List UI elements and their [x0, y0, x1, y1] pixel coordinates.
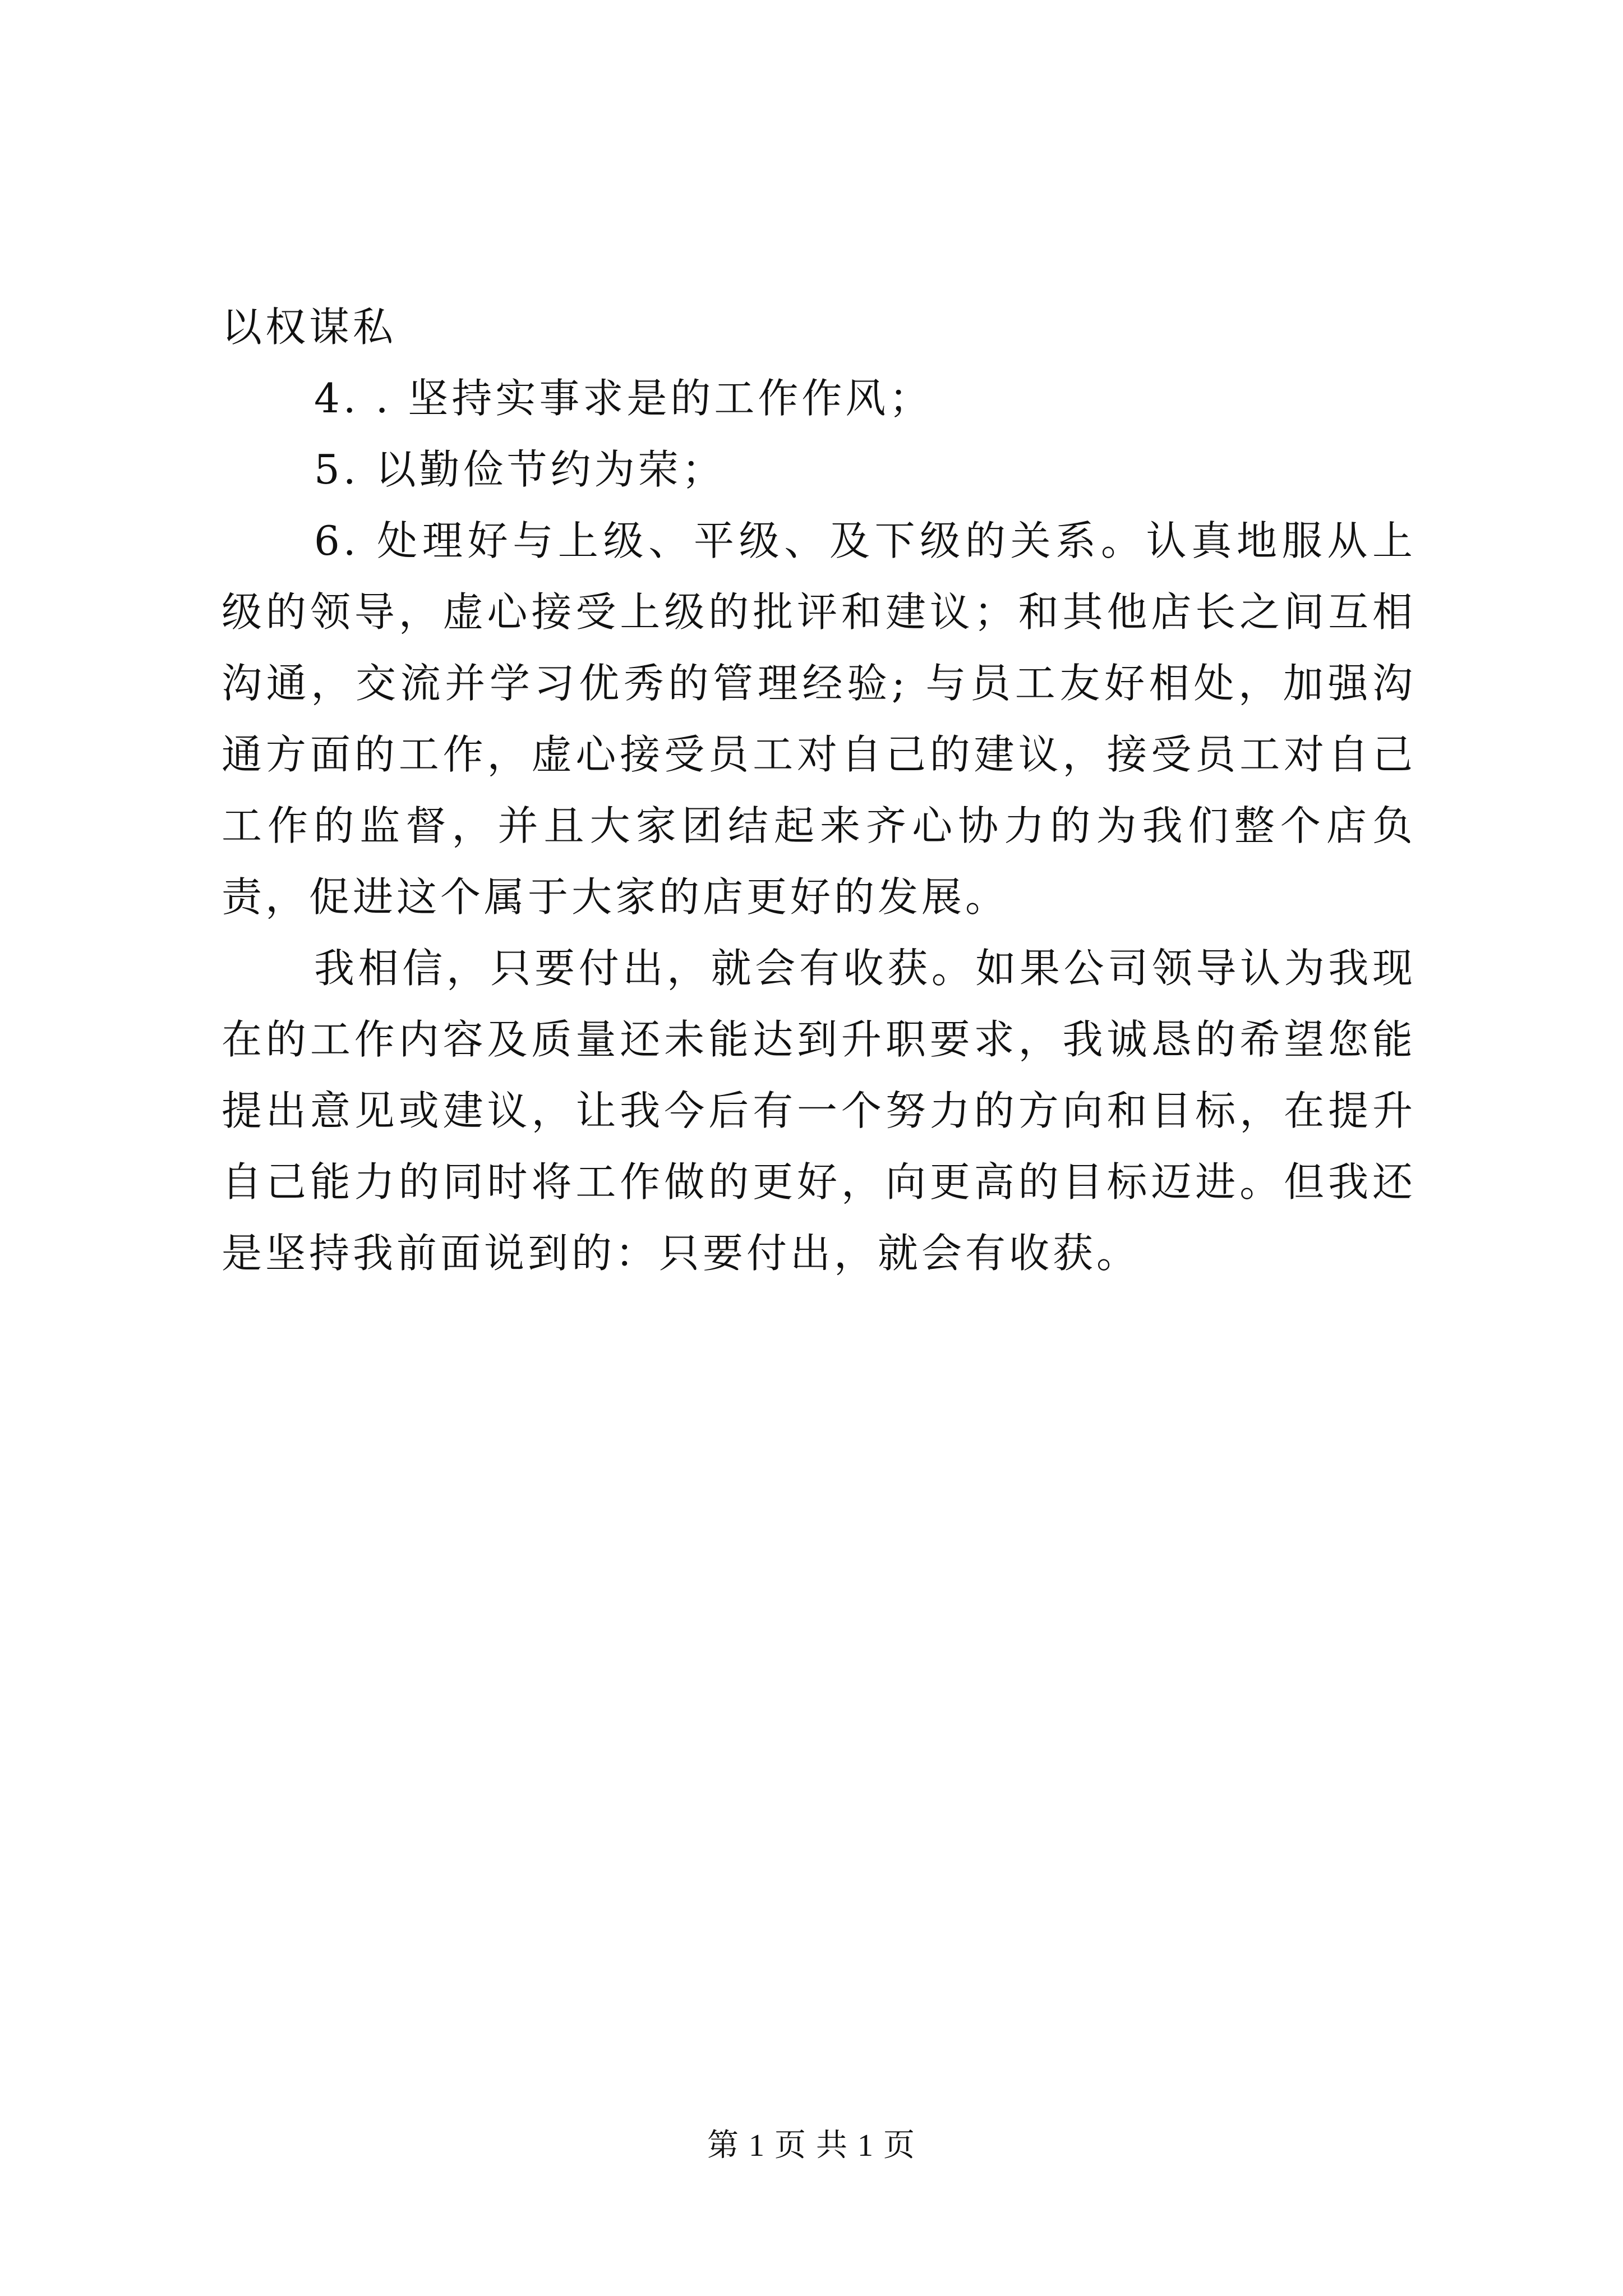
paragraph-item-4: 4. . 坚持实事求是的工作作风；	[314, 375, 933, 422]
page-footer: 第 1 页 共 1 页	[707, 2128, 916, 2163]
paragraph-conclusion: 我相信，只要付出，就会有收获。如果公司领导认为我现在的工作内容及质量还未能达到升职要求，我诚恳的希望您能提出意见或建议，让我今后有一个努力的方向和目标，在提升自己能力的同时将工作做的更好，向更高的目标迈进。但我还是坚持我前面说到的：只要付出，就会有收获。	[222, 945, 1416, 1277]
paragraph-continuation: 以权谋私	[222, 303, 397, 351]
paragraph-item-6: 6. 处理好与上级、平级、及下级的关系。认真地服从上级的领导，虚心接受上级的批评和建议；和其他店长之间互相沟通，交流并学习优秀的管理经验; 与员工友好相处，加强沟通方面的工作，虚心接受员工对自己的建议，接受员工对自己工作的监督，并且大家团结起来齐心协力的为我们整个店负责，促进这个属于大家的店更好的发展。	[222, 517, 1416, 921]
paragraph-item-5: 5. 以勤俭节约为荣；	[314, 446, 726, 493]
document-body	[222, 292, 1416, 1289]
